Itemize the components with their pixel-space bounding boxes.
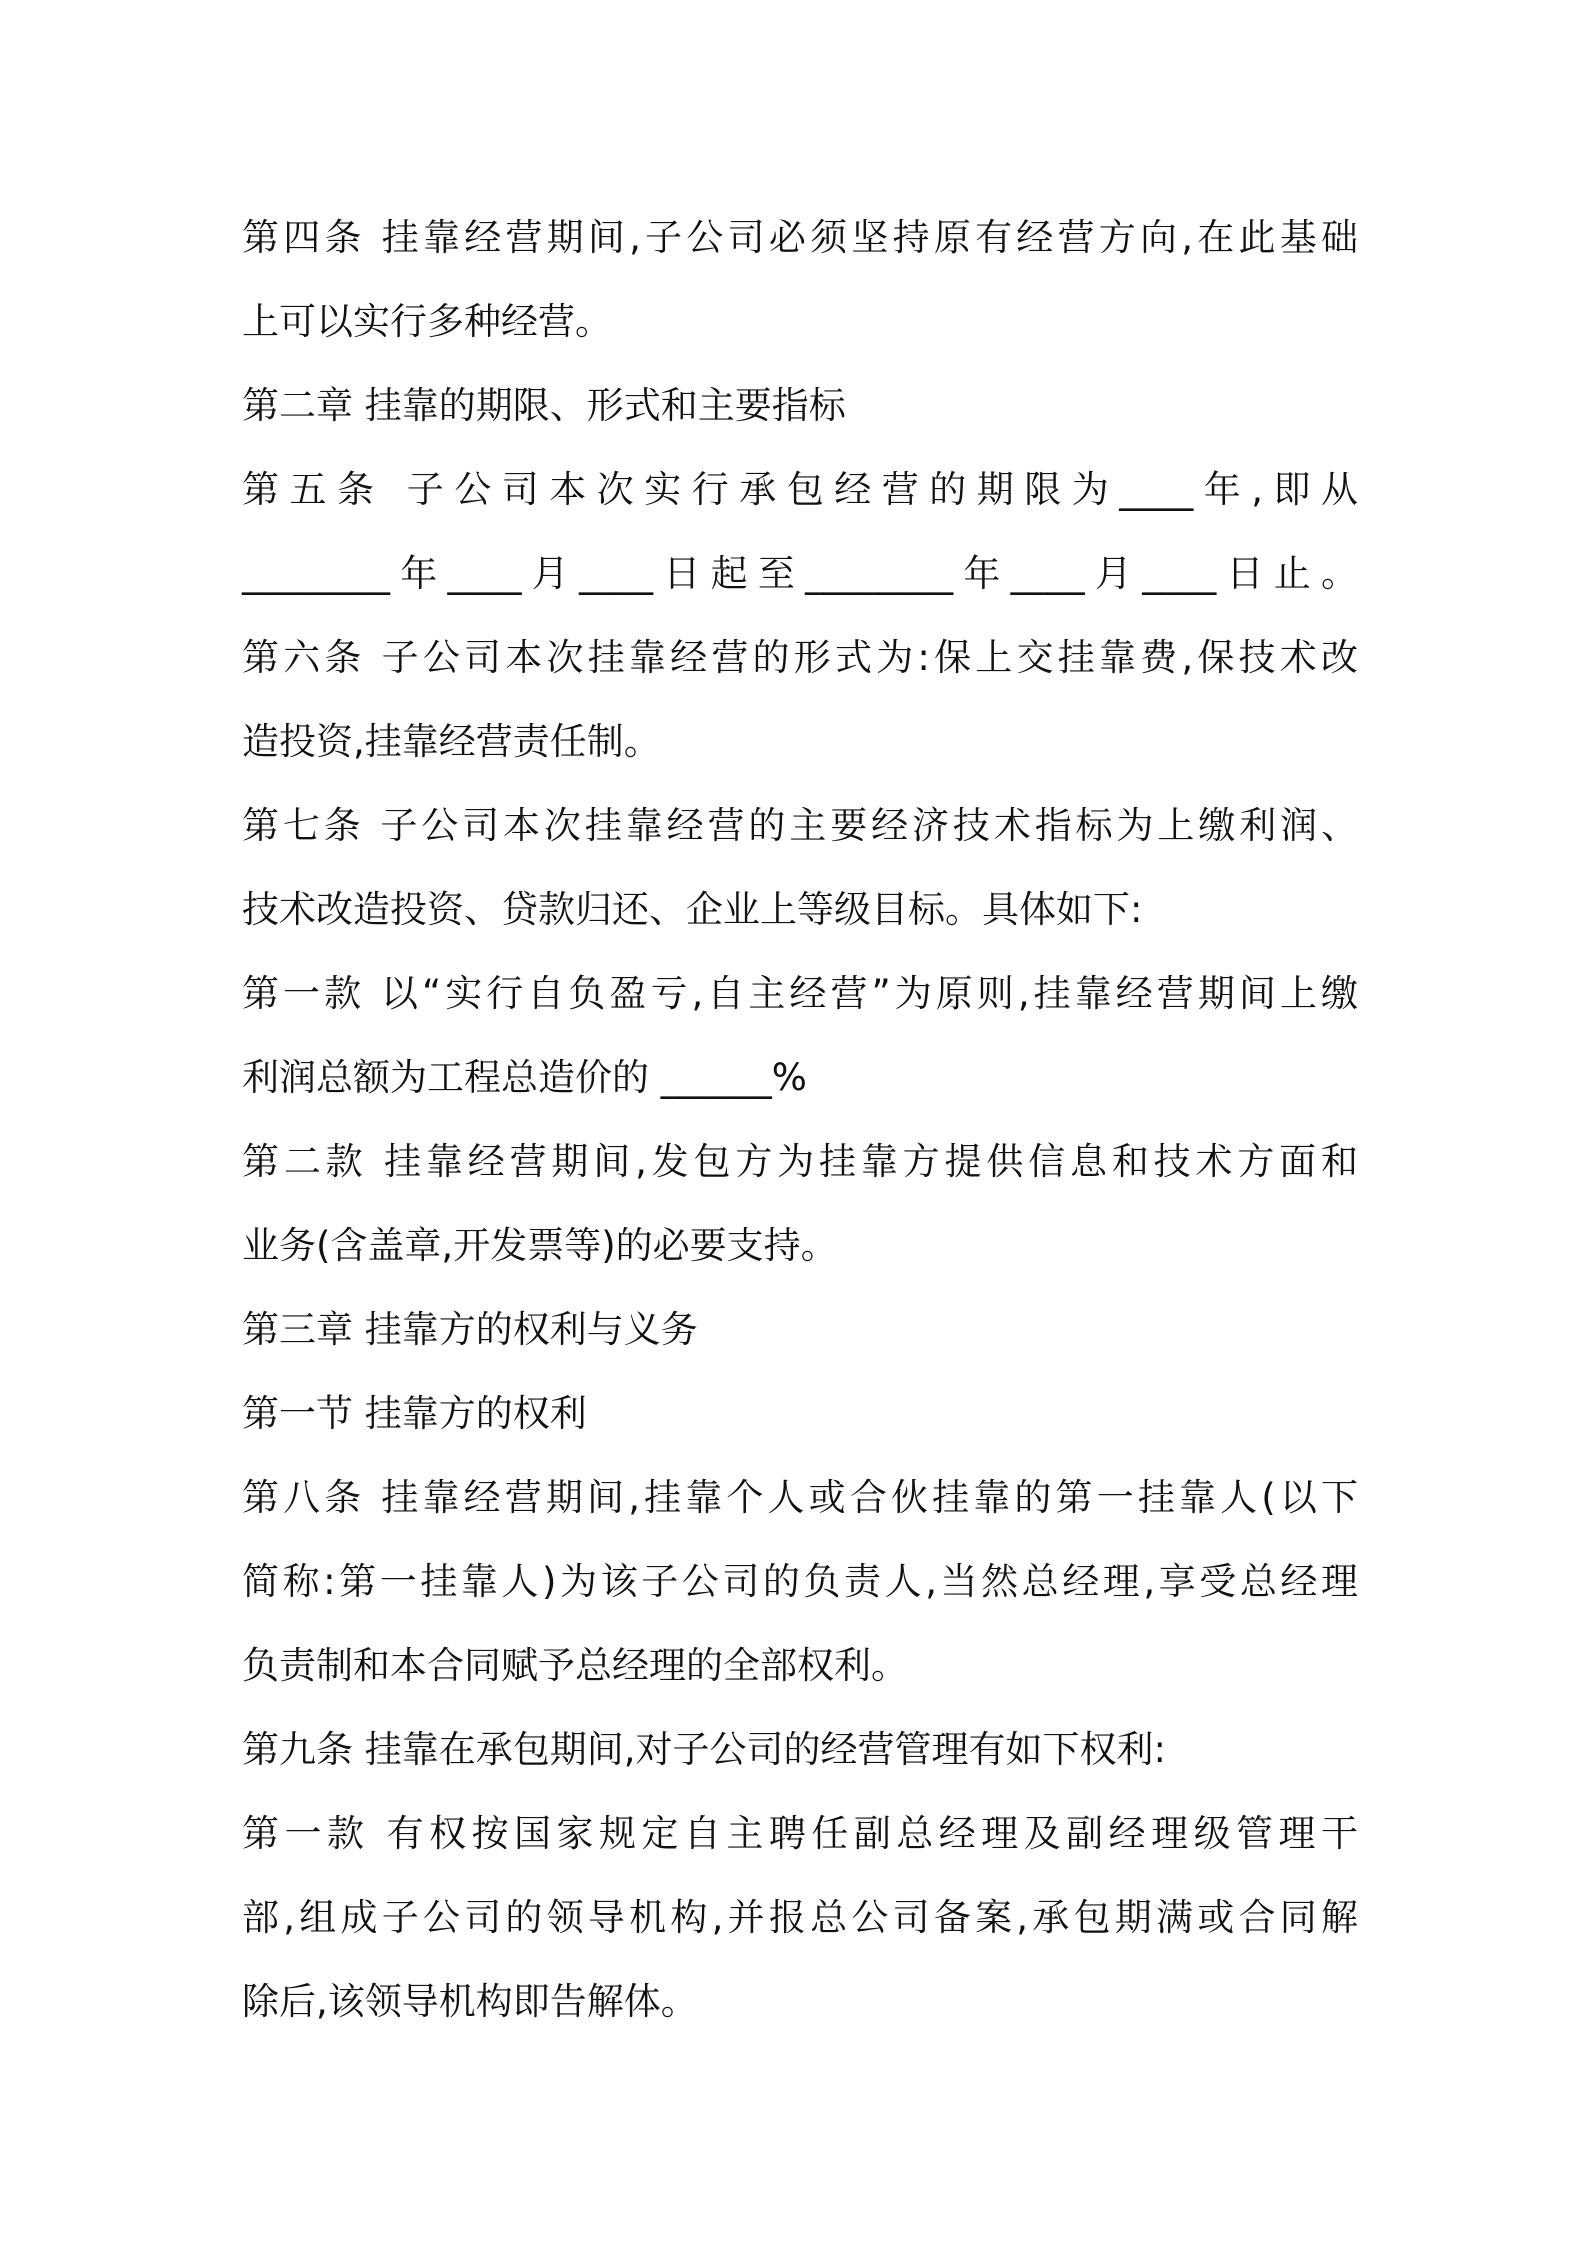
clause-7-line-1: 第七条 子公司本次挂靠经营的主要经济技术指标为上缴利润、: [242, 804, 1358, 847]
clause-7-item-2-line-2: 业务(含盖章,开发票等)的必要支持。: [242, 1224, 838, 1267]
clause-7-item-1-line-1: 第一款 以“实行自负盈亏,自主经营”为原则,挂靠经营期间上缴: [242, 972, 1358, 1015]
clause-6-line-2: 造投资,挂靠经营责任制。: [242, 720, 661, 763]
clause-9-item-1-line-1: 第一款 有权按国家规定自主聘任副总经理及副经理级管理干: [242, 1812, 1358, 1855]
clause-7-item-1-line-2: 利润总额为工程总造价的 ______%: [242, 1056, 807, 1099]
clause-8-line-3: 负责制和本合同赋予总经理的全部权利。: [242, 1644, 908, 1687]
clause-7-line-2: 技术改造投资、贷款归还、企业上等级目标。具体如下:: [242, 888, 1143, 931]
clause-4-line-2: 上可以实行多种经营。: [242, 300, 612, 343]
clause-8-line-1: 第八条 挂靠经营期间,挂靠个人或合伙挂靠的第一挂靠人(以下: [242, 1476, 1358, 1519]
section-1-heading: 第一节 挂靠方的权利: [242, 1392, 587, 1435]
chapter-3-heading: 第三章 挂靠方的权利与义务: [242, 1308, 698, 1351]
clause-4-line-1: 第四条 挂靠经营期间,子公司必须坚持原有经营方向,在此基础: [242, 216, 1358, 259]
clause-6-line-1: 第六条 子公司本次挂靠经营的形式为:保上交挂靠费,保技术改: [242, 636, 1358, 679]
clause-9-item-1-line-2: 部,组成子公司的领导机构,并报总公司备案,承包期满或合同解: [242, 1896, 1358, 1939]
clause-8-line-2: 简称:第一挂靠人)为该子公司的负责人,当然总经理,享受总经理: [242, 1560, 1358, 1603]
document-body: [242, 196, 1358, 2044]
clause-7-item-2-line-1: 第二款 挂靠经营期间,发包方为挂靠方提供信息和技术方面和: [242, 1140, 1358, 1183]
clause-9-line-1: 第九条 挂靠在承包期间,对子公司的经营管理有如下权利:: [242, 1728, 1166, 1771]
clause-5-line-1: 第五条 子公司本次实行承包经营的期限为____年,即从: [242, 468, 1358, 511]
clause-5-line-2: ________年____月____日起至________年____月____日止。: [242, 552, 1358, 595]
chapter-2-heading: 第二章 挂靠的期限、形式和主要指标: [242, 384, 846, 427]
clause-9-item-1-line-3: 除后,该领导机构即告解体。: [242, 1980, 698, 2023]
